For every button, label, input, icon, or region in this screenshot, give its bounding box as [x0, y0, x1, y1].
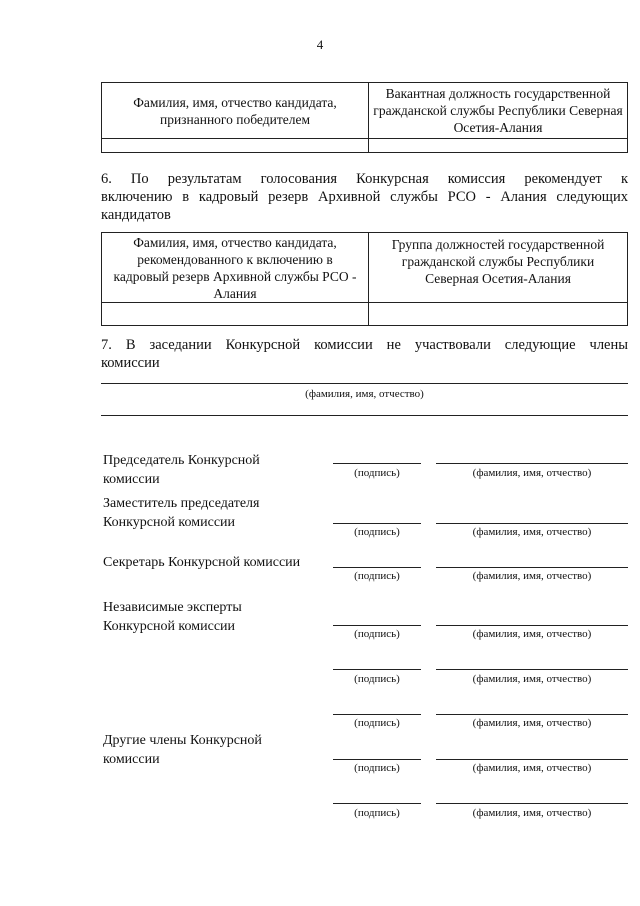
- deputy-signature-caption: (подпись): [354, 526, 400, 538]
- absent-members-caption: (фамилия, имя, отчество): [305, 388, 424, 400]
- expert1-signature-line: [333, 625, 421, 626]
- experts-label: Независимые эксперты Конкурсной комиссии: [103, 600, 242, 634]
- other2-name-line: [436, 803, 628, 804]
- deputy-label: Заместитель председателя Конкурсной комиссии: [103, 496, 260, 530]
- other-members-label: Другие члены Конкурсной комиссии: [103, 733, 262, 767]
- winner-table-header-position: Вакантная должность государственной гражданской службы Республики Северная Осетия-Алания: [369, 83, 628, 139]
- expert1-signature-caption: (подпись): [354, 628, 400, 640]
- expert2-signature-line: [333, 669, 421, 670]
- other1-signature-line: [333, 759, 421, 760]
- other2-signature-caption: (подпись): [354, 807, 400, 819]
- reserve-table-cell: [102, 303, 369, 326]
- page-number: 4: [316, 37, 324, 52]
- winner-table-cell: [102, 139, 369, 153]
- winner-table-header-name: Фамилия, имя, отчество кандидата, признанного победителем: [102, 83, 369, 139]
- other2-signature-line: [333, 803, 421, 804]
- chairman-signature-caption: (подпись): [354, 467, 400, 479]
- secretary-label: Секретарь Конкурсной комиссии: [103, 555, 301, 570]
- other1-signature-caption: (подпись): [354, 762, 400, 774]
- secretary-name-caption: (фамилия, имя, отчество): [472, 570, 592, 582]
- absent-members-line: [101, 383, 628, 384]
- expert3-signature-line: [333, 714, 421, 715]
- section-7-text: 7. В заседании Конкурсной комиссии не участвовали следующие члены комиссии: [101, 337, 628, 371]
- secretary-signature-caption: (подпись): [354, 570, 400, 582]
- reserve-table: [101, 232, 628, 326]
- absent-members-line-2: [101, 415, 628, 416]
- expert1-name-caption: (фамилия, имя, отчество): [472, 628, 592, 640]
- expert3-name-caption: (фамилия, имя, отчество): [472, 717, 592, 729]
- chairman-signature-line: [333, 463, 421, 464]
- expert3-name-line: [436, 714, 628, 715]
- reserve-table-header-group: Группа должностей государственной гражданской службы Республики Северная Осетия-Алания: [369, 233, 628, 303]
- section-6-text: 6. По результатам голосования Конкурсная комиссия рекомендует к включению в кадровый резерв Архивной службы РСО - Алания следующих кандидатов: [101, 171, 628, 223]
- expert2-signature-caption: (подпись): [354, 673, 400, 685]
- secretary-name-line: [436, 567, 628, 568]
- other2-name-caption: (фамилия, имя, отчество): [472, 807, 592, 819]
- deputy-signature-line: [333, 523, 421, 524]
- other1-name-line: [436, 759, 628, 760]
- deputy-name-caption: (фамилия, имя, отчество): [472, 526, 592, 538]
- winner-table-cell: [369, 139, 628, 153]
- expert2-name-line: [436, 669, 628, 670]
- chairman-name-line: [436, 463, 628, 464]
- expert1-name-line: [436, 625, 628, 626]
- expert2-name-caption: (фамилия, имя, отчество): [472, 673, 592, 685]
- expert3-signature-caption: (подпись): [354, 717, 400, 729]
- deputy-name-line: [436, 523, 628, 524]
- winner-table: [101, 82, 628, 153]
- chairman-name-caption: (фамилия, имя, отчество): [472, 467, 592, 479]
- chairman-label: Председатель Конкурсной комиссии: [103, 453, 260, 487]
- secretary-signature-line: [333, 567, 421, 568]
- reserve-table-cell: [369, 303, 628, 326]
- other1-name-caption: (фамилия, имя, отчество): [472, 762, 592, 774]
- reserve-table-header-name: Фамилия, имя, отчество кандидата, рекомендованного к включению в кадровый резерв Архивной службы РСО - Алания: [102, 233, 369, 303]
